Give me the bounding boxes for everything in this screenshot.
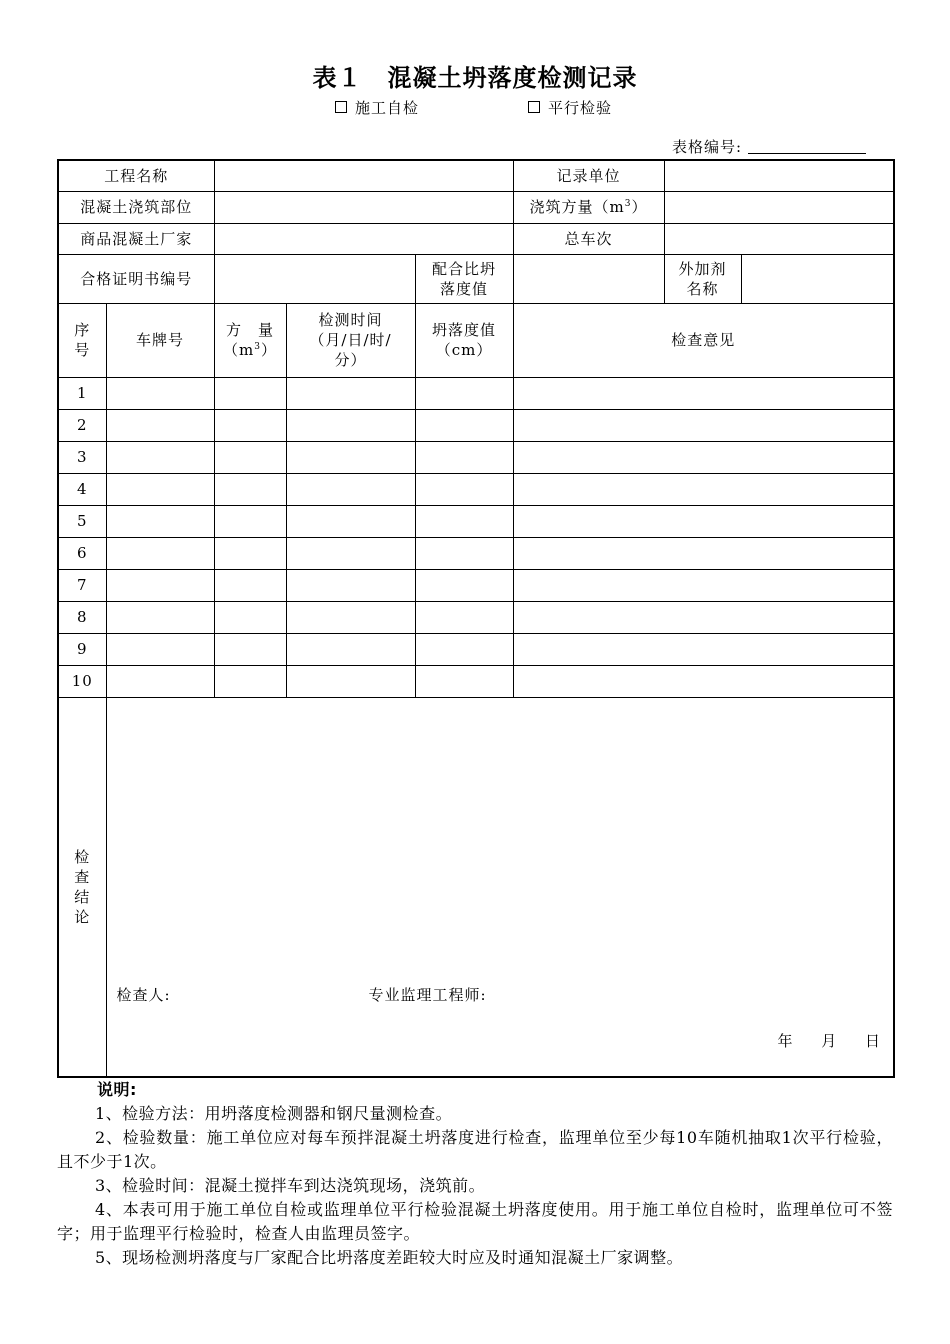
row-number: 1 [58, 377, 106, 409]
time-cell[interactable] [286, 569, 415, 601]
slump-cell[interactable] [415, 441, 513, 473]
pour-location-label: 混凝土浇筑部位 [58, 191, 214, 223]
supplier-label: 商品混凝土厂家 [58, 223, 214, 254]
volume-header-line1: 方 量 [226, 321, 275, 339]
conclusion-char-2: 查 [74, 867, 91, 886]
self-check-option[interactable] [335, 97, 419, 118]
opinion-cell[interactable] [513, 601, 894, 633]
pour-volume-end: ） [631, 198, 648, 216]
volume-header-unit: （m [223, 341, 255, 359]
opinion-cell[interactable] [513, 441, 894, 473]
opinion-cell[interactable] [513, 569, 894, 601]
time-cell[interactable] [286, 441, 415, 473]
form-number-field[interactable] [748, 139, 866, 154]
plate-cell[interactable] [106, 505, 214, 537]
note-item-1: 1、检验方法：用坍落度检测器和钢尺量测检查。 [95, 1104, 453, 1123]
note-item-4: 4、本表可用于施工单位自检或监理单位平行检验混凝土坍落度使用。用于施工单位自检时，监理单位可不签字；用于监理平行检验时，检查人由监理员签字。 [57, 1200, 893, 1243]
slump-cell[interactable] [415, 601, 513, 633]
checkbox-icon[interactable] [335, 101, 347, 113]
opinion-cell[interactable] [513, 505, 894, 537]
slump-header-line2: （cm） [435, 341, 493, 359]
additive-line1: 外加剂 [678, 259, 727, 278]
form-number [672, 136, 866, 157]
slump-header-line1: 坍落度值 [432, 321, 497, 339]
slump-cell[interactable] [415, 665, 513, 697]
opinion-cell[interactable] [513, 377, 894, 409]
time-header-line1: 检测时间 [318, 311, 383, 329]
recording-unit-field[interactable] [664, 160, 894, 191]
time-cell[interactable] [286, 377, 415, 409]
time-header-line2: （月/日/时/ [309, 331, 392, 349]
total-trucks-label: 总车次 [513, 223, 664, 254]
pour-volume-field[interactable] [664, 191, 894, 223]
row-number: 7 [58, 569, 106, 601]
project-name-field[interactable] [214, 160, 513, 191]
time-cell[interactable] [286, 505, 415, 537]
table-row [58, 377, 894, 409]
plate-header: 车牌号 [106, 303, 214, 377]
row-number: 10 [58, 665, 106, 697]
mix-slump-line1: 配合比坍 [432, 259, 497, 278]
volume-cell[interactable] [214, 473, 286, 505]
slump-cell[interactable] [415, 377, 513, 409]
volume-cell[interactable] [214, 633, 286, 665]
plate-cell[interactable] [106, 377, 214, 409]
plate-cell[interactable] [106, 473, 214, 505]
table-row [58, 665, 894, 697]
mix-slump-field[interactable] [513, 254, 664, 303]
slump-cell[interactable] [415, 537, 513, 569]
time-cell[interactable] [286, 537, 415, 569]
certificate-no-label: 合格证明书编号 [58, 254, 214, 303]
plate-cell[interactable] [106, 441, 214, 473]
row-number: 8 [58, 601, 106, 633]
slump-record-table [57, 159, 895, 1078]
plate-cell[interactable] [106, 633, 214, 665]
pour-location-field[interactable] [214, 191, 513, 223]
checkbox-icon[interactable] [528, 101, 540, 113]
note-item-2: 2、检验数量：施工单位应对每车预拌混凝土坍落度进行检查，监理单位至少每10车随机抽取1次平行检验，且不少于1次。 [57, 1128, 893, 1171]
mix-slump-label [415, 254, 513, 303]
plate-cell[interactable] [106, 601, 214, 633]
note-item-3: 3、检验时间：混凝土搅拌车到达浇筑现场，浇筑前。 [95, 1176, 486, 1195]
row-number: 6 [58, 537, 106, 569]
supplier-field[interactable] [214, 223, 513, 254]
inspector-label: 检查人: [116, 985, 171, 1004]
table-row [58, 505, 894, 537]
slump-cell[interactable] [415, 569, 513, 601]
conclusion-char-4: 论 [74, 907, 91, 926]
additive-label [664, 254, 741, 303]
additive-field[interactable] [741, 254, 894, 303]
conclusion-field[interactable] [106, 697, 894, 1077]
pour-volume-sup: 3 [624, 199, 632, 209]
plate-cell[interactable] [106, 409, 214, 441]
page-title: 表１ 混凝土坍落度检测记录 [312, 64, 638, 92]
supervisor-label: 专业监理工程师: [368, 985, 487, 1004]
volume-cell[interactable] [214, 409, 286, 441]
volume-cell[interactable] [214, 441, 286, 473]
time-cell[interactable] [286, 665, 415, 697]
opinion-cell[interactable] [513, 409, 894, 441]
plate-cell[interactable] [106, 665, 214, 697]
recording-unit-label: 记录单位 [513, 160, 664, 191]
conclusion-char-1: 检 [74, 847, 91, 866]
row-number: 4 [58, 473, 106, 505]
slump-header [415, 303, 513, 377]
seq-header [58, 303, 106, 377]
opinion-cell[interactable] [513, 665, 894, 697]
time-cell[interactable] [286, 601, 415, 633]
conclusion-char-3: 结 [74, 887, 91, 906]
form-number-label: 表格编号: [672, 138, 743, 156]
row-number: 3 [58, 441, 106, 473]
table-row [58, 473, 894, 505]
opinion-cell[interactable] [513, 473, 894, 505]
seq-header-line1: 序 [74, 321, 91, 339]
row-number: 5 [58, 505, 106, 537]
time-cell[interactable] [286, 473, 415, 505]
self-check-label: 施工自检 [355, 99, 420, 117]
slump-cell[interactable] [415, 633, 513, 665]
data-rows [58, 377, 894, 697]
table-row [58, 569, 894, 601]
volume-header [214, 303, 286, 377]
time-cell[interactable] [286, 633, 415, 665]
date-label: 年 月 日 [777, 1031, 882, 1050]
opinion-header: 检查意见 [513, 303, 894, 377]
volume-cell[interactable] [214, 377, 286, 409]
volume-cell[interactable] [214, 569, 286, 601]
time-cell[interactable] [286, 409, 415, 441]
time-header-line3: 分） [334, 351, 367, 369]
table-row [58, 441, 894, 473]
volume-header-end: ） [260, 341, 277, 359]
parallel-check-label: 平行检验 [548, 99, 613, 117]
volume-cell[interactable] [214, 665, 286, 697]
time-header [286, 303, 415, 377]
mix-slump-line2: 落度值 [440, 279, 489, 298]
slump-cell[interactable] [415, 473, 513, 505]
table-row [58, 633, 894, 665]
pour-volume-label [513, 191, 664, 223]
seq-header-line2: 号 [74, 341, 91, 359]
project-name-label: 工程名称 [58, 160, 214, 191]
additive-line2: 名称 [686, 279, 719, 298]
notes-section [57, 1078, 893, 1270]
volume-cell[interactable] [214, 537, 286, 569]
note-item-5: 5、现场检测坍落度与厂家配合比坍落度差距较大时应及时通知混凝土厂家调整。 [95, 1248, 684, 1267]
total-trucks-field[interactable] [664, 223, 894, 254]
volume-cell[interactable] [214, 601, 286, 633]
opinion-cell[interactable] [513, 633, 894, 665]
certificate-no-field[interactable] [214, 254, 415, 303]
plate-cell[interactable] [106, 537, 214, 569]
opinion-cell[interactable] [513, 537, 894, 569]
notes-heading: 说明: [97, 1080, 137, 1099]
conclusion-label [58, 697, 106, 1077]
pour-volume-text: 浇筑方量（m [529, 198, 625, 216]
slump-cell[interactable] [415, 409, 513, 441]
volume-cell[interactable] [214, 505, 286, 537]
table-row [58, 537, 894, 569]
volume-header-sup: 3 [254, 342, 261, 352]
parallel-check-option[interactable] [528, 97, 612, 118]
plate-cell[interactable] [106, 569, 214, 601]
row-number: 2 [58, 409, 106, 441]
row-number: 9 [58, 633, 106, 665]
table-row [58, 409, 894, 441]
slump-cell[interactable] [415, 505, 513, 537]
table-row [58, 601, 894, 633]
